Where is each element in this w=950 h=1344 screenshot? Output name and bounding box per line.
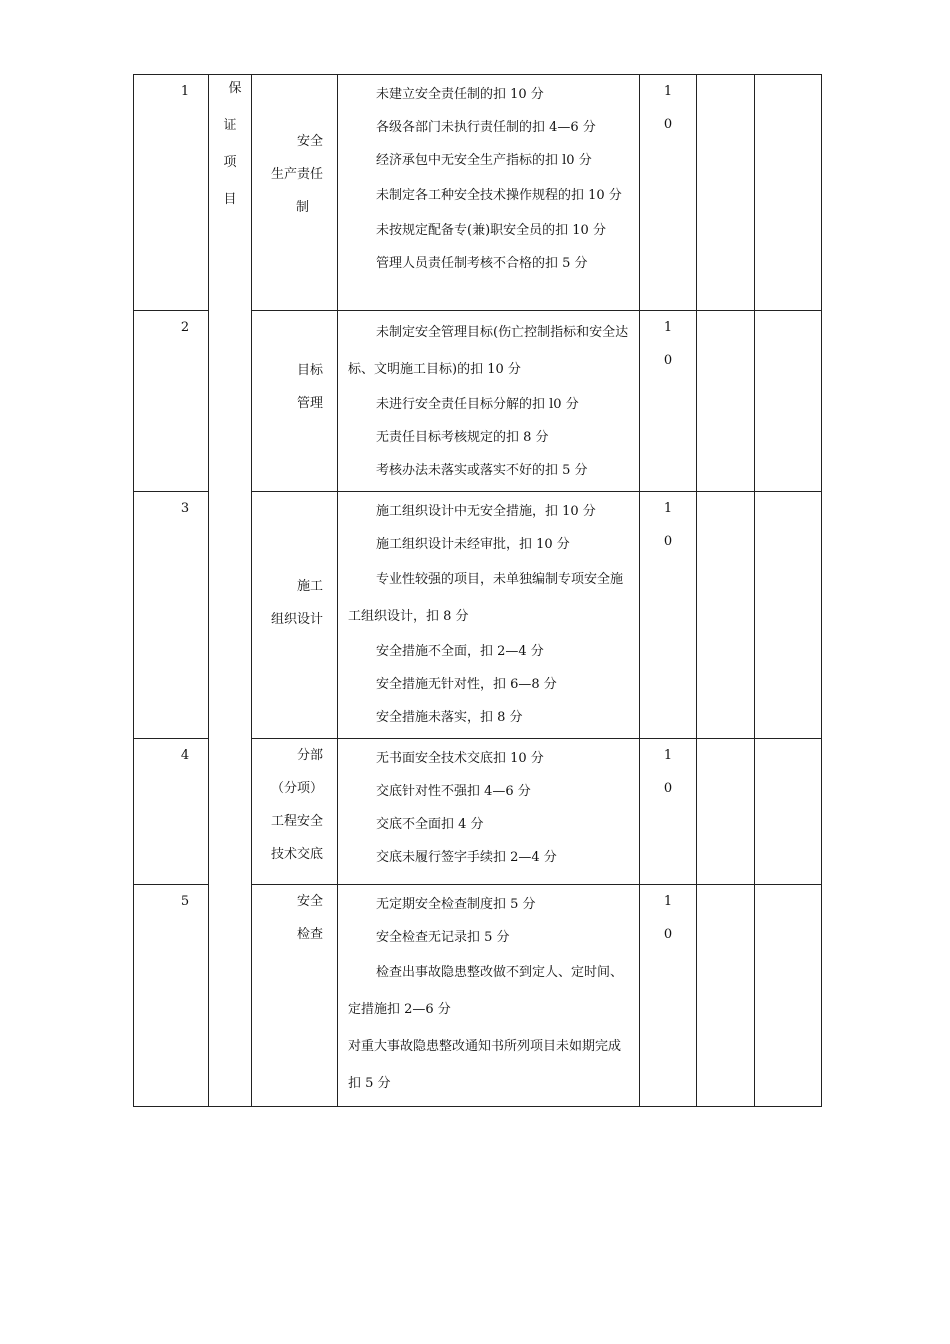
rule-line: 无书面安全技术交底扣 10 分: [376, 751, 544, 766]
item-name: 目标 管理: [252, 311, 338, 492]
rule-line: 未按规定配备专(兼)职安全员的扣 10 分: [376, 223, 606, 238]
empty-cell: [697, 311, 755, 492]
deduction-rules: [338, 492, 640, 739]
rule-line: 检查出事故隐患整改做不到定人、定时间、定措施扣 2—6 分: [348, 965, 624, 1017]
row-number: 1: [134, 75, 209, 311]
row-number: 4: [134, 739, 209, 885]
empty-cell: [697, 492, 755, 739]
score-cell: 1 0: [640, 311, 697, 492]
category-char: 证: [223, 118, 237, 133]
item-name: 安全 生产责任 制: [252, 75, 338, 311]
deduction-rules: [338, 311, 640, 492]
inspection-table: [133, 74, 822, 1107]
rule-line: 未进行安全责任目标分解的扣 l0 分: [376, 397, 579, 412]
rule-line: 施工组织设计未经审批，扣 10 分: [376, 537, 570, 552]
score-cell: 1 0: [640, 739, 697, 885]
rule-line: 未建立安全责任制的扣 10 分: [376, 87, 544, 102]
table-row: [134, 75, 822, 311]
deduction-rules: [338, 75, 640, 311]
rule-line: 各级各部门未执行责任制的扣 4—6 分: [376, 120, 596, 135]
empty-cell: [697, 75, 755, 311]
rule-line: 未制定各工种安全技术操作规程的扣 10 分: [376, 188, 622, 203]
rule-line: 安全措施未落实，扣 8 分: [376, 710, 523, 725]
rule-line: 对重大事故隐患整改通知书所列项目未如期完成扣 5 分: [348, 1039, 622, 1091]
rule-line: 未制定安全管理目标(伤亡控制指标和安全达标、文明施工目标)的扣 10 分: [348, 325, 629, 377]
empty-cell: [755, 739, 822, 885]
rule-line: 经济承包中无安全生产指标的扣 l0 分: [376, 153, 592, 168]
empty-cell: [697, 885, 755, 1107]
row-number: 5: [134, 885, 209, 1107]
rule-line: 交底未履行签字手续扣 2—4 分: [376, 850, 557, 865]
rule-line: 无定期安全检查制度扣 5 分: [376, 897, 536, 912]
rule-line: 安全措施无针对性，扣 6—8 分: [376, 677, 557, 692]
item-name: 安全 检查: [252, 885, 338, 1107]
rule-line: 安全检查无记录扣 5 分: [376, 930, 510, 945]
score-cell: 1 0: [640, 492, 697, 739]
score-cell: 1 0: [640, 885, 697, 1107]
deduction-rules: [338, 885, 640, 1107]
rule-line: 考核办法未落实或落实不好的扣 5 分: [376, 463, 588, 478]
empty-cell: [755, 75, 822, 311]
empty-cell: [755, 885, 822, 1107]
rule-line: 施工组织设计中无安全措施，扣 10 分: [376, 504, 596, 519]
score-cell: 1 0: [640, 75, 697, 311]
empty-cell: [697, 739, 755, 885]
rule-line: 专业性较强的项目，未单独编制专项安全施工组织设计，扣 8 分: [348, 572, 624, 624]
category-char: 项: [223, 155, 237, 170]
empty-cell: [755, 492, 822, 739]
item-name: 施工 组织设计: [252, 492, 338, 739]
category-cell: [209, 75, 252, 1107]
row-number: 3: [134, 492, 209, 739]
empty-cell: [755, 311, 822, 492]
rule-line: 交底不全面扣 4 分: [376, 817, 484, 832]
deduction-rules: [338, 739, 640, 885]
rule-line: 安全措施不全面，扣 2—4 分: [376, 644, 544, 659]
rule-line: 无责任目标考核规定的扣 8 分: [376, 430, 549, 445]
item-name: 分部 （分项） 工程安全 技术交底: [252, 739, 338, 885]
rule-line: 管理人员责任制考核不合格的扣 5 分: [376, 256, 588, 271]
category-char: 保: [228, 81, 242, 96]
row-number: 2: [134, 311, 209, 492]
category-char: 目: [223, 192, 237, 207]
rule-line: 交底针对性不强扣 4—6 分: [376, 784, 531, 799]
